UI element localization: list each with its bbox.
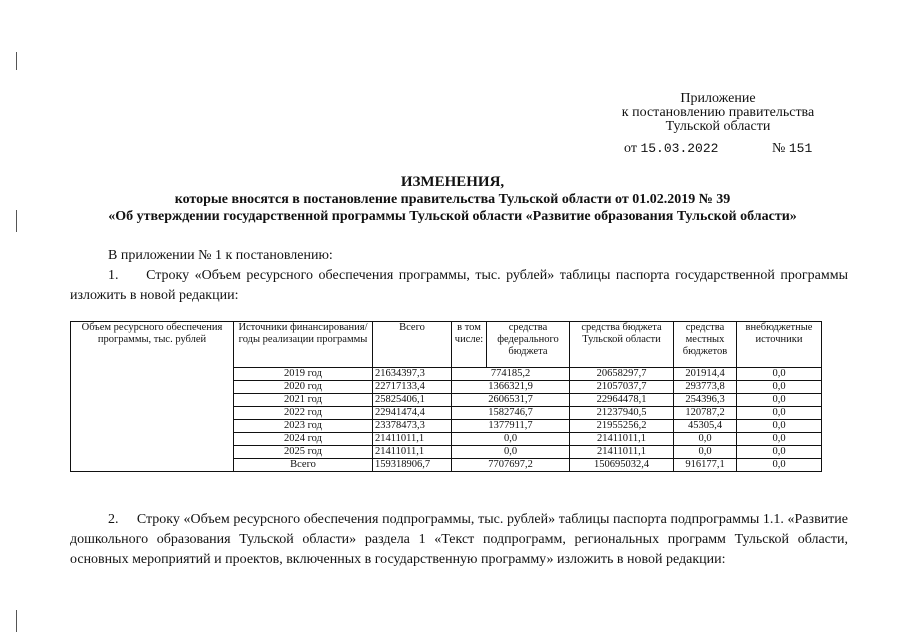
regional-cell: 20658297,7 <box>570 368 674 381</box>
header-regional: средства бюджета Тульской области <box>570 322 674 368</box>
year-cell: 2022 год <box>234 407 373 420</box>
item-2-text: Строку «Объем ресурсного обеспечения подпрограммы, тыс. рублей» таблицы паспорта подпрограммы 1.1. «Развитие дошкольного образования Тульской области» раздела 1 «Текст подпрограмм, региональных программ Тульской области, основных мероприятий и проектов, включенных в государственную программу» изложить в новой редакции: <box>70 512 849 567</box>
year-cell: 2020 год <box>234 381 373 394</box>
local-cell: 916177,1 <box>674 459 737 472</box>
appendix-line-3: Тульской области <box>665 119 771 134</box>
federal-cell: 1582746,7 <box>452 407 570 420</box>
item-1-number: 1. <box>108 268 119 283</box>
extra-cell: 0,0 <box>737 459 822 472</box>
local-cell: 254396,3 <box>674 394 737 407</box>
extra-cell: 0,0 <box>737 407 822 420</box>
header-local: средства местных бюджетов <box>674 322 737 368</box>
local-cell: 0,0 <box>674 433 737 446</box>
decree-number: 151 <box>788 141 813 156</box>
item-1-text: Строку «Объем ресурсного обеспечения программы, тыс. рублей» таблицы паспорта государственной программы изложить в новой редакции: <box>70 268 848 303</box>
regional-cell: 21411011,1 <box>570 446 674 459</box>
local-cell: 201914,4 <box>674 368 737 381</box>
appendix-line-2: к постановлению правительства <box>621 105 815 120</box>
total-cell: 159318906,7 <box>373 459 452 472</box>
extra-cell: 0,0 <box>737 433 822 446</box>
item-2-number: 2. <box>108 512 119 527</box>
total-cell: 22941474,4 <box>373 407 452 420</box>
total-cell: 21634397,3 <box>373 368 452 381</box>
regional-cell: 21237940,5 <box>570 407 674 420</box>
year-cell: Всего <box>234 459 373 472</box>
year-cell: 2019 год <box>234 368 373 381</box>
appendix-header <box>600 92 836 134</box>
document-title: ИЗМЕНЕНИЯ, <box>400 174 505 190</box>
year-cell: 2023 год <box>234 420 373 433</box>
federal-cell: 0,0 <box>452 446 570 459</box>
decree-number-group <box>772 141 812 157</box>
decree-date: 15.03.2022 <box>640 141 719 156</box>
decree-date-line <box>624 141 834 157</box>
item-1-paragraph <box>70 266 848 306</box>
row-label-cell: Объем ресурсного обеспечения программы, тыс. рублей <box>71 322 234 472</box>
regional-cell: 21057037,7 <box>570 381 674 394</box>
federal-cell: 7707697,2 <box>452 459 570 472</box>
year-cell: 2025 год <box>234 446 373 459</box>
intro-paragraph <box>70 246 848 266</box>
header-total: Всего <box>373 322 452 368</box>
local-cell: 293773,8 <box>674 381 737 394</box>
extra-cell: 0,0 <box>737 394 822 407</box>
header-federal: средства федерального бюджета <box>487 322 570 368</box>
regional-cell: 150695032,4 <box>570 459 674 472</box>
total-cell: 21411011,1 <box>373 433 452 446</box>
local-cell: 45305,4 <box>674 420 737 433</box>
federal-cell: 1377911,7 <box>452 420 570 433</box>
total-cell: 21411011,1 <box>373 446 452 459</box>
federal-cell: 0,0 <box>452 433 570 446</box>
extra-cell: 0,0 <box>737 368 822 381</box>
extra-cell: 0,0 <box>737 381 822 394</box>
header-including: в том числе: <box>452 322 487 368</box>
extra-cell: 0,0 <box>737 446 822 459</box>
regional-cell: 21955256,2 <box>570 420 674 433</box>
total-cell: 25825406,1 <box>373 394 452 407</box>
number-prefix: № <box>772 141 786 156</box>
header-extra: внебюджетные источники <box>737 322 822 368</box>
budget-table <box>70 321 822 472</box>
total-cell: 22717133,4 <box>373 381 452 394</box>
year-cell: 2021 год <box>234 394 373 407</box>
scan-margin-mark <box>16 52 17 70</box>
extra-cell: 0,0 <box>737 420 822 433</box>
federal-cell: 774185,2 <box>452 368 570 381</box>
document-heading <box>0 174 905 225</box>
year-cell: 2024 год <box>234 433 373 446</box>
table-header-row <box>71 322 822 368</box>
intro-text: В приложении № 1 к постановлению: <box>108 248 333 263</box>
local-cell: 120787,2 <box>674 407 737 420</box>
local-cell: 0,0 <box>674 446 737 459</box>
federal-cell: 1366321,9 <box>452 381 570 394</box>
header-sources: Источники финансирования/годы реализации программы <box>234 322 373 368</box>
item-2-paragraph <box>70 510 848 570</box>
appendix-line-1: Приложение <box>680 91 756 106</box>
regional-cell: 22964478,1 <box>570 394 674 407</box>
scan-margin-mark <box>16 610 17 632</box>
heading-line-3: «Об утверждении государственной программы Тульской области «Развитие образования Тульской области» <box>108 209 797 224</box>
date-prefix: от <box>624 141 637 156</box>
total-cell: 23378473,3 <box>373 420 452 433</box>
federal-cell: 2606531,7 <box>452 394 570 407</box>
heading-line-2: которые вносятся в постановление правительства Тульской области от 01.02.2019 № 39 <box>174 192 731 207</box>
regional-cell: 21411011,1 <box>570 433 674 446</box>
